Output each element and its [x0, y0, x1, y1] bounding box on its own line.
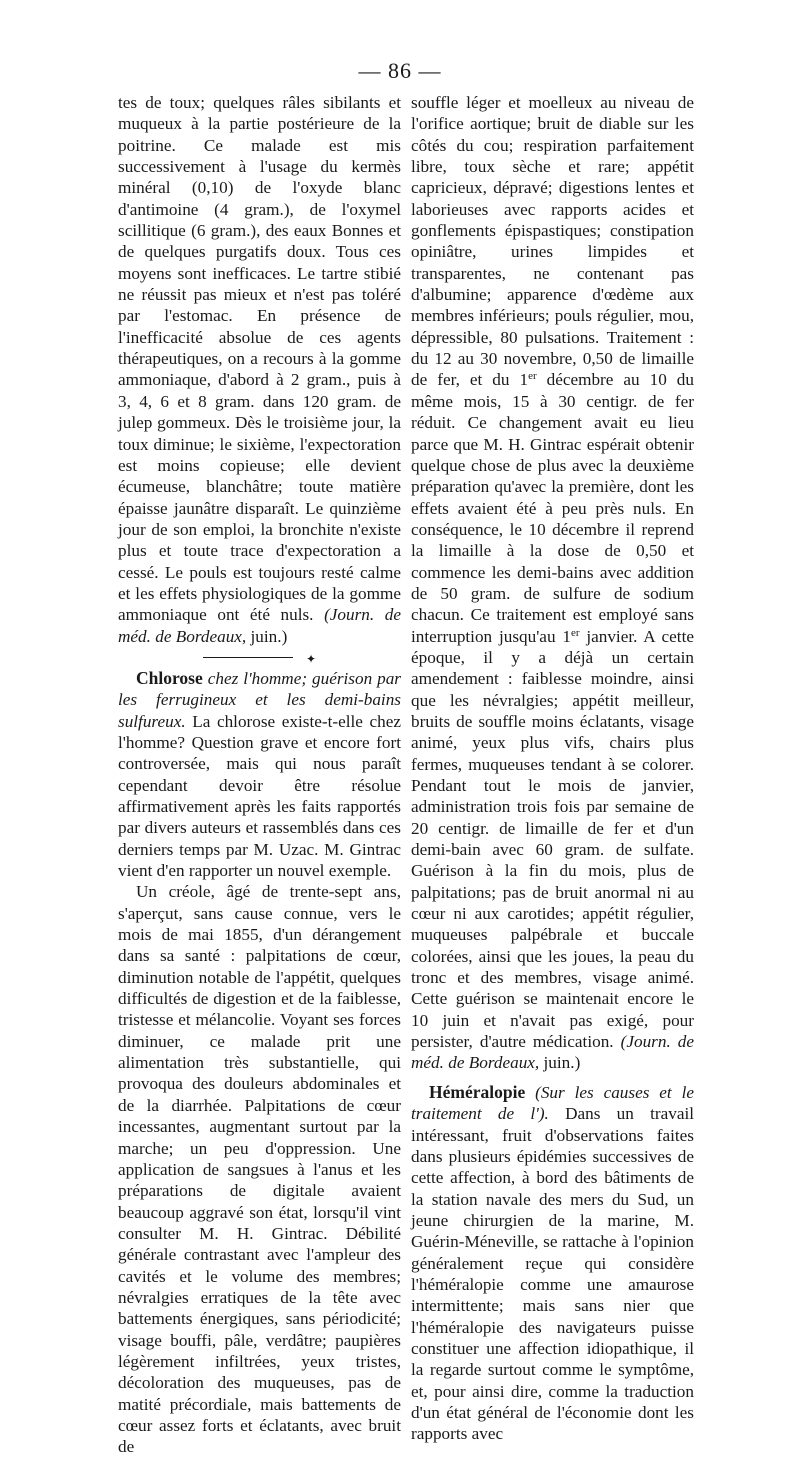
paragraph-text: Dans un travail intéressant, fruit d'observations faites dans plusieurs épidémies successives de cette affection, à bord des bâtiments de la station navale des mers du Sud, un jeune chirurgien de la marine, M. Guérin-Méneville, se rattache à l'opinion généralement reçue qui considère l'héméralopie comme une amaurose intermittente; mais sans nier que l'héméralopie des navigateurs puisse constituer une affection idiopathique, il la regarde surtout comme le symptôme, et, pour ainsi dire, comme la traduction d'un état général de l'économie dont les rapports avec: [411, 1104, 694, 1444]
source-citation-end: juin.): [246, 626, 288, 646]
superscript: er: [570, 626, 580, 639]
section-heading: Héméralopie: [429, 1081, 526, 1102]
paragraph: [118, 92, 401, 647]
paragraph: [411, 92, 694, 1074]
paragraph-text: souffle léger et moelleux au niveau de l'orifice aortique; bruit de diable sur les côtés du cou; respiration parfaitement libre, toux sèche et rare; appétit capricieux, dépravé; digestions lentes et laborieuses avec rapports acides et gonflements épispastiques; constipation opiniâtre, urines limpides et transparentes, ne contenant pas d'albumine; apparence d'œdème aux membres inférieurs; pouls régulier, mou, dépressible, 80 pulsations. Traitement : du 12 au 30 novembre, 0,50 de limaille de fer, et du 1: [411, 93, 694, 390]
left-column: [118, 92, 401, 1458]
separator-mark: ✦: [306, 651, 317, 666]
paragraph-text: janvier. A cette époque, il y a déjà un certain amendement : faiblesse moindre, ainsi que les névralgies; appétit meilleur, bruits de souffle moins éclatants, visage animé, yeux plus vifs, chairs plus fermes, muqueuses tendant à se colorer. Pendant tout le mois de janvier, administration trois fois par semaine de 20 centigr. de limaille de fer et d'un demi-bain avec 60 gram. de sulfate. Guérison à la fin du mois, plus de palpitations; pas de bruit anormal ni au cœur ni aux carotides; appétit régulier, muqueuses palpébrale et buccale colorées, ainsi que les joues, la peau du tronc et des membres, visage animé. Cette guérison se maintenait encore le 10 juin et n'avait pas exigé, pour persister, d'autre médication.: [411, 626, 694, 1052]
paragraph-text: tes de toux; quelques râles sibilants et muqueux à la partie postérieure de la poitrine. Ce malade est mis successivement à l'usage du kermès minéral (0,10) de l'oxyde blanc d'antimoine (4 gram.), de l'oxymel scillitique (6 gram.), des eaux Bonnes et de quelques purgatifs doux. Tous ces moyens sont inefficaces. Le tartre stibié ne réussit pas mieux et n'est pas toléré par l'estomac. En présence de l'inefficacité absolue de ces agents thérapeutiques, on a recours à la gomme ammoniaque, d'abord à 2 gram., puis à 3, 4, 6 et 8 gram. dans 120 gram. de julep gommeux. Dès le troisième jour, la toux diminue; le sixième, l'expectoration est moins copieuse; elle devient écumeuse, blanchâtre; toute matière épaisse jaunâtre disparaît. Le quinzième jour de son emploi, la bronchite n'existe plus et toute trace d'expectoration a cessé. Le pouls est toujours resté calme et les effets physiologiques de la gomme ammoniaque ont été nuls.: [118, 93, 401, 625]
page-number: — 86 —: [358, 58, 442, 83]
section-heading: Chlorose: [136, 667, 203, 688]
paragraph: [118, 668, 401, 881]
source-citation: (Journ. de méd. de Bordeaux,: [118, 605, 402, 646]
paragraph: Un créole, âgé de trente-sept ans, s'aperçut, sans cause connue, vers le mois de mai 1855, d'un dérangement dans sa santé : palpitations de cœur, diminution notable de l'appétit, quelques difficultés de digestion et de la faiblesse, tristesse et mélancolie. Voyant ses forces diminuer, ce malade prit une alimentation très substantielle, qui provoqua des douleurs abdominales et de la diarrhée. Palpitations de cœur incessantes, augmentant surtout par la marche; un peu d'oppression. Une application de sangsues à l'anus et les préparations de digitale avaient beaucoup aggravé son état, lorsqu'il vint consulter M. H. Gintrac. Débilité générale contrastant avec l'ampleur des cavités et le volume des membres; névralgies erratiques de la tête avec battements énergiques, sans périodicité; visage bouffi, pâle, verdâtre; paupières légèrement infiltrées, yeux tristes, décoloration des muqueuses, pas de matité précordiale, mais battements de cœur assez forts et éclatants, avec bruit de: [118, 882, 401, 1457]
section-subtitle: (Sur les causes et le traitement de l').: [411, 1082, 694, 1124]
paragraph: [411, 1082, 694, 1445]
section-separator: [118, 647, 401, 668]
right-column: [411, 92, 694, 1445]
paragraph-text: décembre au 10 du même mois, 15 à 30 centigr. de fer réduit. Ce changement avait eu lieu parce que M. H. Gintrac espérait obtenir quelque chose de plus avec la deuxième préparation qu'avec la première, dont les effets avaient été à peu près nuls. En conséquence, le 10 décembre il reprend la limaille à la dose de 0,50 et commence les demi-bains avec addition de 50 gram. de sulfure de sodium chacun. Ce traitement est employé sans interruption jusqu'au 1: [411, 370, 694, 646]
source-citation-end: juin.): [539, 1053, 581, 1073]
source-citation: (Journ. de méd. de Bordeaux,: [411, 1032, 694, 1073]
section-subtitle: chez l'homme; guérison par les ferrugineux et les demi-bains sulfureux.: [118, 668, 401, 731]
paragraph-text: La chlorose existe-t-elle chez l'homme? Question grave et encore fort controversée, mais qui nous paraît cependant devoir être résolue affirmativement après les faits rapportés par divers auteurs et rassemblés dans ces derniers temps par M. Uzac. M. Gintrac vient d'en rapporter un nouvel exemple.: [118, 711, 401, 881]
superscript: er: [528, 370, 537, 383]
